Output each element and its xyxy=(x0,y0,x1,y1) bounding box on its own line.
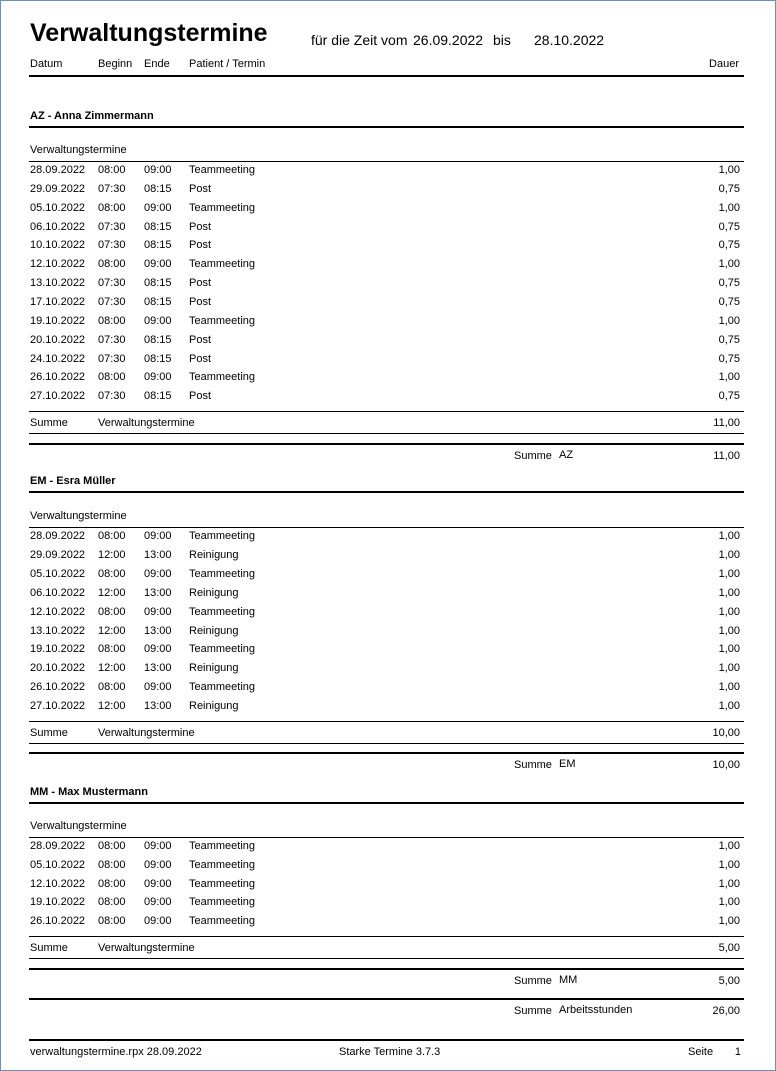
category-sum-value: 11,00 xyxy=(713,417,740,429)
row-termin: Reinigung xyxy=(189,662,239,674)
row-termin: Teammeeting xyxy=(189,530,256,542)
row-datum: 26.10.2022 xyxy=(30,915,86,927)
category-sum-rule-bottom xyxy=(29,743,744,744)
group-sum-rule xyxy=(29,968,744,970)
group-sum-value: 11,00 xyxy=(713,450,740,462)
row-ende: 08:15 xyxy=(144,353,172,365)
row-ende: 13:00 xyxy=(144,662,172,674)
row-beginn: 08:00 xyxy=(98,202,126,214)
row-ende: 08:15 xyxy=(144,221,172,233)
row-beginn: 12:00 xyxy=(98,662,126,674)
row-ende: 09:00 xyxy=(144,643,172,655)
row-beginn: 07:30 xyxy=(98,353,126,365)
row-beginn: 12:00 xyxy=(98,587,126,599)
group-sum-code: AZ xyxy=(559,449,574,461)
category-sum-rule-top xyxy=(29,411,744,412)
row-dauer: 1,00 xyxy=(718,606,740,618)
header-rule xyxy=(29,75,744,77)
row-dauer: 1,00 xyxy=(718,258,740,270)
footer-rule xyxy=(29,1039,744,1041)
group-header: AZ - Anna Zimmermann xyxy=(30,110,154,122)
row-datum: 28.09.2022 xyxy=(30,530,86,542)
grand-total-rule xyxy=(29,998,744,1000)
date-range-to: 28.10.2022 xyxy=(534,32,605,48)
row-termin: Reinigung xyxy=(189,700,239,712)
row-ende: 13:00 xyxy=(144,549,172,561)
row-ende: 08:15 xyxy=(144,183,172,195)
row-termin: Teammeeting xyxy=(189,896,256,908)
row-ende: 09:00 xyxy=(144,681,172,693)
row-datum: 06.10.2022 xyxy=(30,221,86,233)
row-dauer: 1,00 xyxy=(718,700,740,712)
category-sum-name: Verwaltungstermine xyxy=(98,727,195,739)
row-termin: Reinigung xyxy=(189,549,239,561)
row-beginn: 07:30 xyxy=(98,334,126,346)
date-range-bis-label: bis xyxy=(493,32,511,48)
row-dauer: 1,00 xyxy=(718,681,740,693)
row-ende: 13:00 xyxy=(144,587,172,599)
row-beginn: 07:30 xyxy=(98,296,126,308)
row-datum: 05.10.2022 xyxy=(30,202,86,214)
row-beginn: 08:00 xyxy=(98,606,126,618)
grand-total-name: Arbeitsstunden xyxy=(559,1004,633,1016)
row-ende: 09:00 xyxy=(144,896,172,908)
group-header: EM - Esra Müller xyxy=(30,475,116,487)
row-datum: 28.09.2022 xyxy=(30,164,86,176)
row-datum: 19.10.2022 xyxy=(30,643,86,655)
category-rule xyxy=(29,527,744,528)
row-beginn: 07:30 xyxy=(98,221,126,233)
row-datum: 05.10.2022 xyxy=(30,568,86,580)
row-beginn: 07:30 xyxy=(98,239,126,251)
row-beginn: 08:00 xyxy=(98,896,126,908)
row-termin: Post xyxy=(189,277,212,289)
column-header-dauer: Dauer xyxy=(709,58,739,70)
row-beginn: 08:00 xyxy=(98,164,126,176)
grand-total-label: Summe xyxy=(514,1005,552,1017)
row-beginn: 08:00 xyxy=(98,840,126,852)
row-ende: 09:00 xyxy=(144,530,172,542)
row-beginn: 08:00 xyxy=(98,681,126,693)
footer-app: Starke Termine 3.7.3 xyxy=(339,1046,441,1058)
row-ende: 09:00 xyxy=(144,859,172,871)
row-ende: 09:00 xyxy=(144,840,172,852)
row-termin: Teammeeting xyxy=(189,643,256,655)
group-sum-rule xyxy=(29,443,744,445)
row-beginn: 12:00 xyxy=(98,625,126,637)
row-dauer: 1,00 xyxy=(718,568,740,580)
date-range-label: für die Zeit vom xyxy=(311,32,408,48)
row-dauer: 0,75 xyxy=(718,390,740,402)
row-dauer: 1,00 xyxy=(718,878,740,890)
row-beginn: 08:00 xyxy=(98,878,126,890)
column-header-beginn: Beginn xyxy=(98,58,133,70)
row-dauer: 1,00 xyxy=(718,896,740,908)
category-sum-label: Summe xyxy=(30,417,68,429)
row-termin: Reinigung xyxy=(189,625,239,637)
row-ende: 08:15 xyxy=(144,296,172,308)
row-beginn: 08:00 xyxy=(98,258,126,270)
row-dauer: 1,00 xyxy=(718,315,740,327)
row-datum: 17.10.2022 xyxy=(30,296,86,308)
row-termin: Teammeeting xyxy=(189,202,256,214)
row-datum: 13.10.2022 xyxy=(30,625,86,637)
group-sum-label: Summe xyxy=(514,975,552,987)
row-beginn: 08:00 xyxy=(98,643,126,655)
row-dauer: 1,00 xyxy=(718,530,740,542)
category-label: Verwaltungstermine xyxy=(30,820,127,832)
row-beginn: 07:30 xyxy=(98,277,126,289)
row-dauer: 1,00 xyxy=(718,859,740,871)
row-dauer: 1,00 xyxy=(718,371,740,383)
row-dauer: 0,75 xyxy=(718,353,740,365)
group-sum-label: Summe xyxy=(514,759,552,771)
row-ende: 09:00 xyxy=(144,915,172,927)
row-termin: Teammeeting xyxy=(189,915,256,927)
row-ende: 09:00 xyxy=(144,371,172,383)
row-ende: 09:00 xyxy=(144,878,172,890)
category-label: Verwaltungstermine xyxy=(30,510,127,522)
row-termin: Teammeeting xyxy=(189,315,256,327)
row-ende: 09:00 xyxy=(144,258,172,270)
row-ende: 09:00 xyxy=(144,315,172,327)
group-sum-value: 5,00 xyxy=(718,975,740,987)
row-datum: 26.10.2022 xyxy=(30,371,86,383)
footer-file: verwaltungstermine.rpx 28.09.2022 xyxy=(30,1046,202,1058)
row-dauer: 1,00 xyxy=(718,915,740,927)
row-beginn: 07:30 xyxy=(98,183,126,195)
group-sum-code: EM xyxy=(559,758,576,770)
row-termin: Teammeeting xyxy=(189,371,256,383)
row-datum: 26.10.2022 xyxy=(30,681,86,693)
group-sum-code: MM xyxy=(559,974,578,986)
row-datum: 19.10.2022 xyxy=(30,896,86,908)
footer-page-label: Seite xyxy=(688,1046,714,1058)
row-ende: 09:00 xyxy=(144,202,172,214)
row-termin: Teammeeting xyxy=(189,568,256,580)
row-termin: Post xyxy=(189,334,212,346)
row-termin: Teammeeting xyxy=(189,681,256,693)
group-sum-value: 10,00 xyxy=(712,759,740,771)
row-ende: 08:15 xyxy=(144,390,172,402)
row-termin: Teammeeting xyxy=(189,258,256,270)
row-dauer: 1,00 xyxy=(718,625,740,637)
row-beginn: 12:00 xyxy=(98,700,126,712)
row-datum: 28.09.2022 xyxy=(30,840,86,852)
row-termin: Post xyxy=(189,296,212,308)
row-datum: 20.10.2022 xyxy=(30,334,86,346)
row-termin: Post xyxy=(189,221,212,233)
category-sum-rule-bottom xyxy=(29,433,744,434)
row-termin: Reinigung xyxy=(189,587,239,599)
row-datum: 19.10.2022 xyxy=(30,315,86,327)
row-beginn: 08:00 xyxy=(98,568,126,580)
category-sum-value: 5,00 xyxy=(718,942,740,954)
row-ende: 09:00 xyxy=(144,568,172,580)
row-dauer: 1,00 xyxy=(718,662,740,674)
row-beginn: 12:00 xyxy=(98,549,126,561)
row-datum: 27.10.2022 xyxy=(30,390,86,402)
row-beginn: 08:00 xyxy=(98,915,126,927)
row-datum: 10.10.2022 xyxy=(30,239,86,251)
row-ende: 09:00 xyxy=(144,606,172,618)
group-header: MM - Max Mustermann xyxy=(30,786,148,798)
column-header-datum: Datum xyxy=(30,58,63,70)
row-datum: 12.10.2022 xyxy=(30,258,86,270)
row-ende: 13:00 xyxy=(144,700,172,712)
row-termin: Teammeeting xyxy=(189,606,256,618)
row-dauer: 1,00 xyxy=(718,840,740,852)
row-dauer: 1,00 xyxy=(718,587,740,599)
row-termin: Post xyxy=(189,183,212,195)
category-rule xyxy=(29,161,744,162)
group-header-rule xyxy=(29,491,744,493)
row-datum: 05.10.2022 xyxy=(30,859,86,871)
row-ende: 08:15 xyxy=(144,239,172,251)
column-header-patient: Patient / Termin xyxy=(189,58,266,70)
group-header-rule xyxy=(29,126,744,128)
row-beginn: 08:00 xyxy=(98,530,126,542)
row-dauer: 0,75 xyxy=(718,296,740,308)
row-dauer: 0,75 xyxy=(718,239,740,251)
row-ende: 09:00 xyxy=(144,164,172,176)
category-sum-value: 10,00 xyxy=(712,727,740,739)
category-sum-rule-bottom xyxy=(29,958,744,959)
date-range-from: 26.09.2022 xyxy=(413,32,484,48)
group-header-rule xyxy=(29,802,744,804)
row-dauer: 0,75 xyxy=(718,277,740,289)
row-beginn: 07:30 xyxy=(98,390,126,402)
row-beginn: 08:00 xyxy=(98,371,126,383)
row-dauer: 1,00 xyxy=(718,202,740,214)
row-ende: 08:15 xyxy=(144,277,172,289)
row-dauer: 1,00 xyxy=(718,164,740,176)
row-termin: Teammeeting xyxy=(189,878,256,890)
category-sum-rule-top xyxy=(29,936,744,937)
grand-total-value: 26,00 xyxy=(712,1005,740,1017)
footer-page-number: 1 xyxy=(734,1046,741,1058)
category-rule xyxy=(29,837,744,838)
category-sum-label: Summe xyxy=(30,727,68,739)
category-sum-name: Verwaltungstermine xyxy=(98,417,195,429)
row-datum: 13.10.2022 xyxy=(30,277,86,289)
row-termin: Teammeeting xyxy=(189,840,256,852)
row-termin: Teammeeting xyxy=(189,164,256,176)
category-sum-rule-top xyxy=(29,721,744,722)
row-datum: 29.09.2022 xyxy=(30,183,86,195)
category-label: Verwaltungstermine xyxy=(30,144,127,156)
report-title: Verwaltungstermine xyxy=(30,19,268,47)
row-dauer: 1,00 xyxy=(718,549,740,561)
row-datum: 06.10.2022 xyxy=(30,587,86,599)
row-datum: 27.10.2022 xyxy=(30,700,86,712)
row-dauer: 0,75 xyxy=(718,183,740,195)
row-datum: 12.10.2022 xyxy=(30,878,86,890)
row-termin: Post xyxy=(189,353,212,365)
row-dauer: 0,75 xyxy=(718,334,740,346)
row-termin: Post xyxy=(189,239,212,251)
row-beginn: 08:00 xyxy=(98,315,126,327)
group-sum-rule xyxy=(29,752,744,754)
row-ende: 13:00 xyxy=(144,625,172,637)
group-sum-label: Summe xyxy=(514,450,552,462)
row-beginn: 08:00 xyxy=(98,859,126,871)
row-dauer: 0,75 xyxy=(718,221,740,233)
row-datum: 29.09.2022 xyxy=(30,549,86,561)
row-termin: Teammeeting xyxy=(189,859,256,871)
row-dauer: 1,00 xyxy=(718,643,740,655)
row-datum: 12.10.2022 xyxy=(30,606,86,618)
category-sum-name: Verwaltungstermine xyxy=(98,942,195,954)
row-ende: 08:15 xyxy=(144,334,172,346)
row-datum: 24.10.2022 xyxy=(30,353,86,365)
row-datum: 20.10.2022 xyxy=(30,662,86,674)
category-sum-label: Summe xyxy=(30,942,68,954)
column-header-ende: Ende xyxy=(144,58,170,70)
row-termin: Post xyxy=(189,390,212,402)
